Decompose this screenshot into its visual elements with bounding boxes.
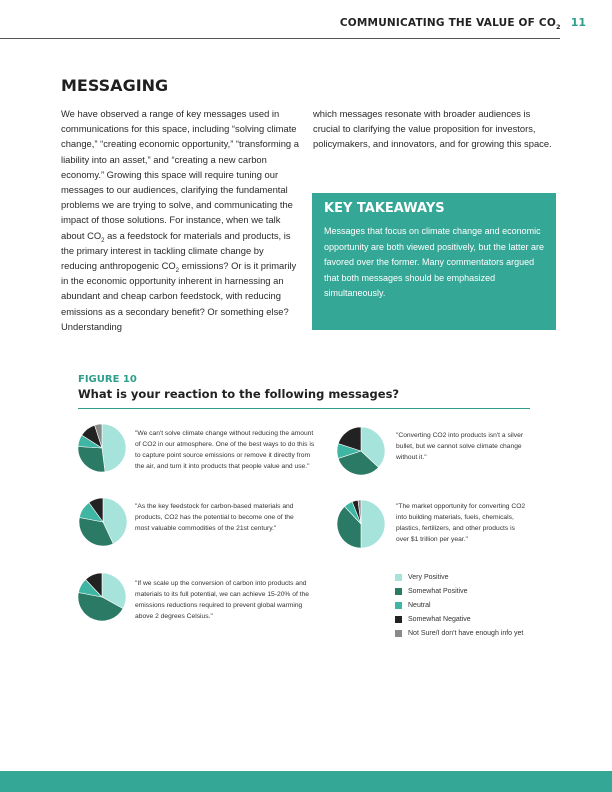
body-text-right: which messages resonate with broader audiences is crucial to clarifying the value proposition for investors, policymakers, and innovators, and for growing this space.: [313, 108, 552, 150]
section-heading: MESSAGING: [61, 76, 169, 95]
message-quote-2: "Converting CO2 into products isn't a silver bullet, but we cannot solve climate change without it.": [396, 432, 524, 461]
page-header: [340, 16, 586, 31]
pie-slice-very-positive: [102, 424, 126, 472]
footer-band: [0, 771, 612, 792]
page-number: 11: [570, 16, 586, 29]
legend-swatch: [395, 602, 402, 609]
legend-item: [395, 626, 523, 640]
pie-slice-somewhat-positive: [78, 446, 105, 472]
legend-item: [395, 598, 523, 612]
message-quote-3: "As the key feedstock for carbon-based materials and products, CO2 has the potential to become one of the most valuable commodities of the 21st century.": [135, 503, 294, 532]
legend-item: [395, 612, 523, 626]
header-title: COMMUNICATING THE VALUE OF $CO_2$: [339, 17, 561, 32]
pie-chart-message-4: [336, 499, 386, 549]
legend-swatch: [395, 574, 402, 581]
pie-chart-message-5: [77, 572, 127, 622]
legend-item: [395, 570, 523, 584]
legend-label: Not Sure/I don't have enough info yet: [408, 629, 524, 637]
legend-swatch: [395, 588, 402, 595]
figure-label: FIGURE 10: [78, 374, 137, 385]
key-takeaways-title: KEY TAKEAWAYS: [324, 201, 445, 216]
legend-item: [395, 584, 523, 598]
legend-label: Somewhat Positive: [408, 587, 468, 595]
chart-legend: [395, 570, 523, 640]
key-takeaways-text: Messages that focus on climate change and economic opportunity are both viewed positively, but the latter are favored over the former. Many commentators argued that both messages should be emphasized simultaneously.: [324, 226, 544, 299]
pie-chart-message-1: [77, 423, 127, 473]
message-quote-1: "We can't solve climate change without reducing the amount of CO2 in our atmosphere. One of the best ways to do this is to capture point source emissions or remove it directly from the air, and turn it into products that people value and use.": [135, 430, 315, 470]
legend-swatch: [395, 630, 402, 637]
legend-label: Very Positive: [408, 573, 449, 581]
figure-rule: [78, 408, 530, 409]
message-quote-4: "The market opportunity for converting CO2 into building materials, fuels, chemicals, plastics, fertilizers, and other products is over $1 trillion per year.": [396, 503, 526, 543]
header-rule: [0, 38, 560, 39]
body-text-left: We have observed a range of key messages used in communications for this space, including “solving climate change,” “creating economic opportunity,” “transforming a liability into an asset,” and “creating a new carbon economy.” Growing this space will require tuning our messages to our audiences, clarifying the fundamental problems we are trying to solve, and communicating the impact of those solutions. For instance, when we talk about $CO_2$ as a feedstock for materials and products, is the primary interest in tackling climate change by reducing anthropogenic $CO_2$ emissions? Or is it primarily in the economic opportunity inherent in harnessing an abundant and cheap carbon feedstock, with reducing emissions as a secondary benefit? Or something else? Understanding: [61, 108, 299, 332]
figure-question: What is your reaction to the following messages?: [78, 387, 400, 401]
legend-label: Neutral: [408, 601, 431, 609]
pie-chart-message-3: [78, 497, 128, 547]
message-quote-5: "If we scale up the conversion of carbon into products and materials to its full potential, we can achieve 15-20% of the emissions reductions required to prevent global warming above 2 degrees Celsius.": [135, 580, 309, 620]
key-takeaways-box: [312, 193, 556, 330]
legend-swatch: [395, 616, 402, 623]
legend-label: Somewhat Negative: [408, 615, 471, 623]
pie-slice-very-positive: [361, 500, 385, 548]
pie-chart-message-2: [336, 426, 386, 476]
